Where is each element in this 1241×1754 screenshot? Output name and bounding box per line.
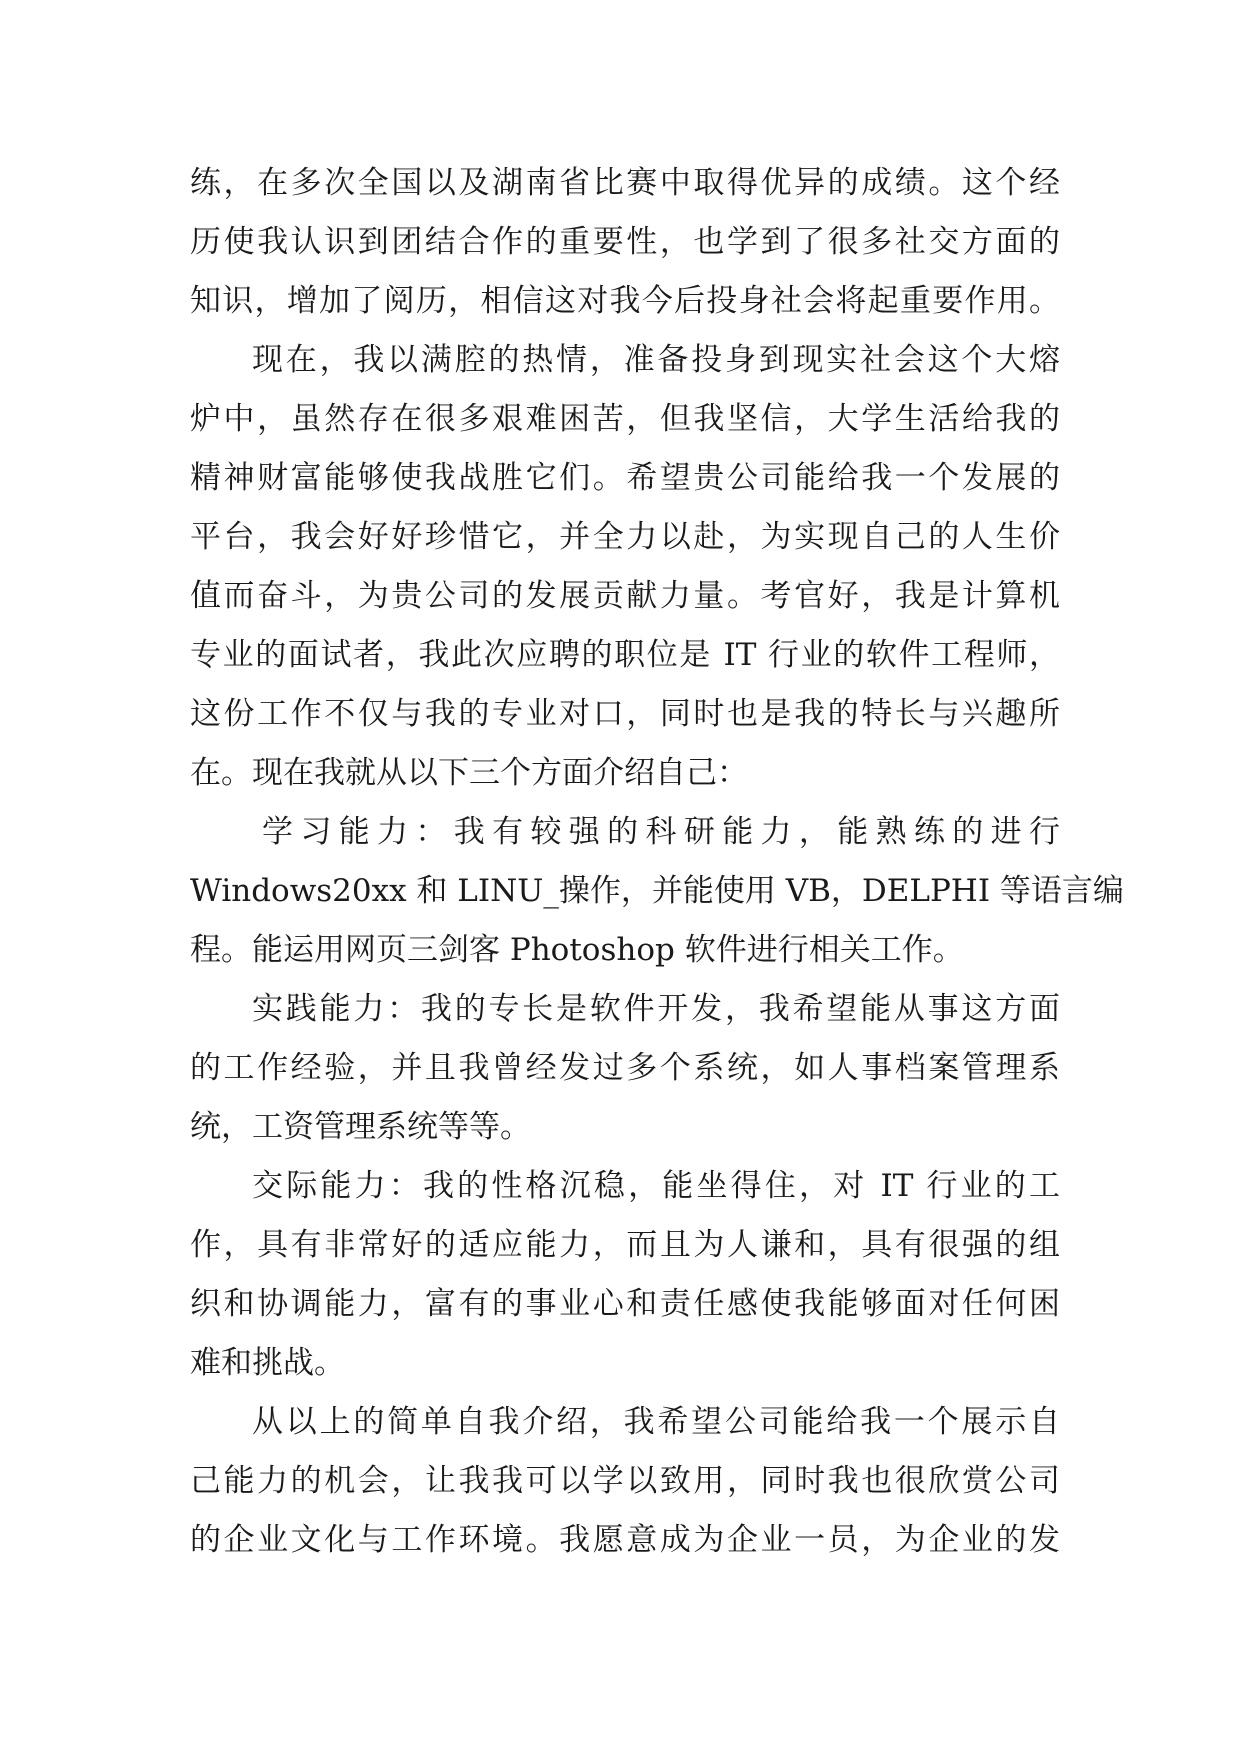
text-line: 织和协调能力，富有的事业心和责任感使我能够面对任何困 [190, 1286, 1060, 1322]
text-line: 交际能力：我的性格沉稳，能坐得住，对 IT 行业的工 [252, 1168, 1060, 1204]
text-line: 现在，我以满腔的热情，准备投身到现实社会这个大熔 [252, 342, 1060, 378]
text-line: 学习能力：我有较强的科研能力，能熟练的进行 [262, 814, 1060, 850]
text-line: 的企业文化与工作环境。我愿意成为企业一员，为企业的发 [190, 1522, 1060, 1558]
text-line: Windows20xx 和 LINU_操作，并能使用 VB，DELPHI 等语言编 [190, 873, 1124, 909]
text-line: 历使我认识到团结合作的重要性，也学到了很多社交方面的 [190, 224, 1060, 260]
text-line: 作，具有非常好的适应能力，而且为人谦和，具有很强的组 [190, 1227, 1060, 1263]
text-line: 专业的面试者，我此次应聘的职位是 IT 行业的软件工程师， [190, 637, 1060, 673]
text-line: 这份工作不仅与我的专业对口，同时也是我的特长与兴趣所 [190, 696, 1060, 732]
text-line: 在。现在我就从以下三个方面介绍自己： [190, 755, 748, 791]
text-line: 统，工资管理系统等等。 [190, 1109, 531, 1145]
text-line: 难和挑战。 [190, 1345, 345, 1381]
text-line: 值而奋斗，为贵公司的发展贡献力量。考官好，我是计算机 [190, 578, 1060, 614]
document-body [190, 154, 1124, 1570]
text-line: 从以上的简单自我介绍，我希望公司能给我一个展示自 [252, 1404, 1060, 1440]
text-line: 练，在多次全国以及湖南省比赛中取得优异的成绩。这个经 [190, 165, 1060, 201]
text-line: 知识，增加了阅历，相信这对我今后投身社会将起重要作用。 [190, 283, 1060, 319]
text-line: 程。能运用网页三剑客 Photoshop 软件进行相关工作。 [190, 932, 964, 968]
text-line: 精神财富能够使我战胜它们。希望贵公司能给我一个发展的 [190, 460, 1060, 496]
text-line: 己能力的机会，让我我可以学以致用，同时我也很欣赏公司 [190, 1463, 1060, 1499]
text-line: 炉中，虽然存在很多艰难困苦，但我坚信，大学生活给我的 [190, 401, 1060, 437]
text-line: 的工作经验，并且我曾经发过多个系统，如人事档案管理系 [190, 1050, 1060, 1086]
text-line: 平台，我会好好珍惜它，并全力以赴，为实现自己的人生价 [190, 519, 1060, 555]
text-line: 实践能力：我的专长是软件开发，我希望能从事这方面 [252, 991, 1060, 1027]
